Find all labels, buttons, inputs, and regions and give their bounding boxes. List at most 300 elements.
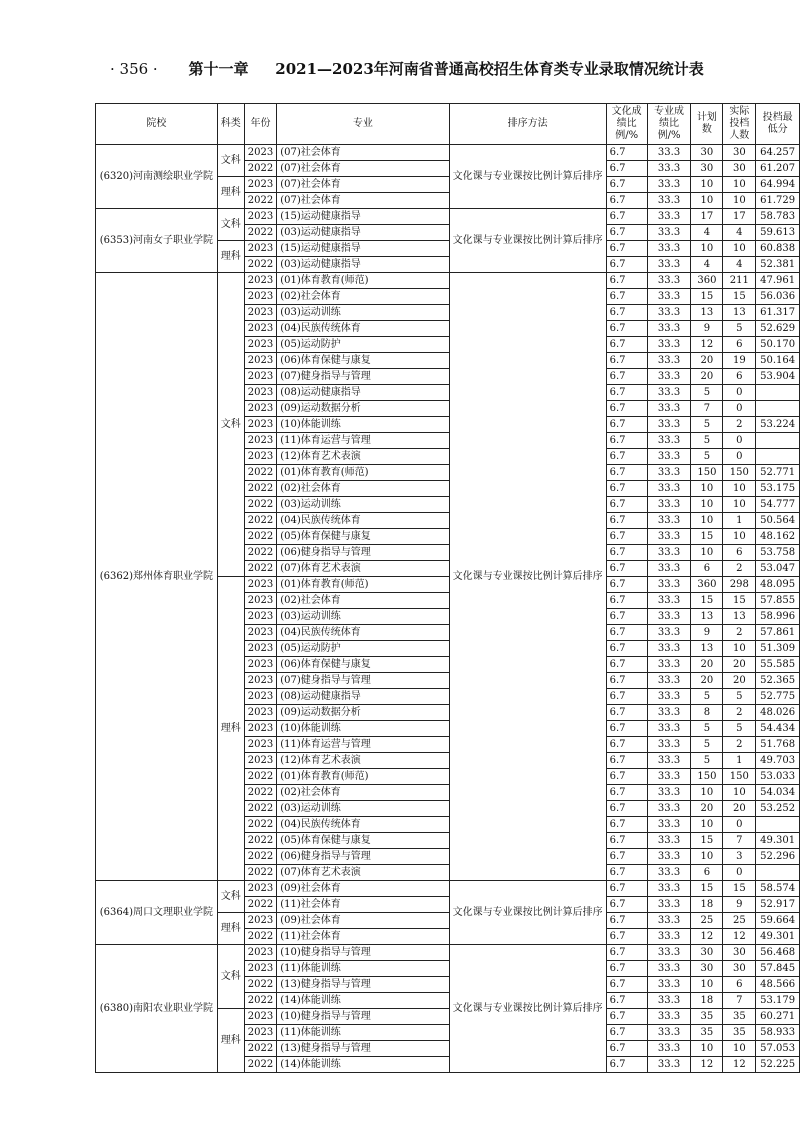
actual-count-cell: 3 (723, 849, 756, 865)
major-ratio-cell: 33.3 (647, 641, 691, 657)
actual-count-cell: 10 (723, 785, 756, 801)
year-cell: 2023 (244, 209, 276, 225)
table-row (96, 209, 800, 225)
actual-count-cell: 0 (723, 433, 756, 449)
major-ratio-cell: 33.3 (647, 241, 691, 257)
major-cell: (11)体能训练 (277, 961, 449, 977)
culture-ratio-cell: 6.7 (606, 337, 647, 353)
major-ratio-cell: 33.3 (647, 721, 691, 737)
min-score-cell: 47.961 (756, 273, 800, 289)
major-ratio-cell: 33.3 (647, 177, 691, 193)
culture-ratio-cell: 6.7 (606, 145, 647, 161)
major-ratio-cell: 33.3 (647, 609, 691, 625)
culture-ratio-cell: 6.7 (606, 609, 647, 625)
culture-ratio-cell: 6.7 (606, 641, 647, 657)
actual-count-cell: 12 (723, 929, 756, 945)
plan-count-cell: 13 (691, 641, 723, 657)
min-score-cell: 61.729 (756, 193, 800, 209)
major-cell: (06)健身指导与管理 (277, 545, 449, 561)
min-score-cell: 53.033 (756, 769, 800, 785)
table-body (96, 145, 800, 1073)
year-cell: 2023 (244, 913, 276, 929)
category-cell: 理科 (217, 1009, 244, 1073)
year-cell: 2023 (244, 241, 276, 257)
culture-ratio-cell: 6.7 (606, 177, 647, 193)
plan-count-cell: 9 (691, 321, 723, 337)
major-ratio-cell: 33.3 (647, 817, 691, 833)
culture-ratio-cell: 6.7 (606, 689, 647, 705)
major-ratio-cell: 33.3 (647, 545, 691, 561)
table-row (96, 273, 800, 289)
major-cell: (09)运动数据分析 (277, 401, 449, 417)
min-score-cell: 52.381 (756, 257, 800, 273)
year-cell: 2023 (244, 673, 276, 689)
plan-count-cell: 15 (691, 881, 723, 897)
min-score-cell: 60.838 (756, 241, 800, 257)
min-score-cell: 56.036 (756, 289, 800, 305)
min-score-cell: 52.771 (756, 465, 800, 481)
major-ratio-cell: 33.3 (647, 785, 691, 801)
major-cell: (03)运动健康指导 (277, 225, 449, 241)
actual-count-cell: 0 (723, 817, 756, 833)
plan-count-cell: 10 (691, 545, 723, 561)
institution-cell: (6364)周口文理职业学院 (96, 881, 218, 945)
major-ratio-cell: 33.3 (647, 1025, 691, 1041)
min-score-cell: 49.301 (756, 929, 800, 945)
min-score-cell: 64.994 (756, 177, 800, 193)
major-cell: (02)社会体育 (277, 593, 449, 609)
culture-ratio-cell: 6.7 (606, 353, 647, 369)
plan-count-cell: 20 (691, 369, 723, 385)
culture-ratio-cell: 6.7 (606, 769, 647, 785)
major-cell: (03)运动训练 (277, 305, 449, 321)
major-cell: (08)运动健康指导 (277, 689, 449, 705)
culture-ratio-cell: 6.7 (606, 385, 647, 401)
year-cell: 2022 (244, 193, 276, 209)
culture-ratio-cell: 6.7 (606, 1009, 647, 1025)
method-cell: 文化课与专业课按比例计算后排序 (449, 209, 606, 273)
plan-count-cell: 5 (691, 721, 723, 737)
major-cell: (07)健身指导与管理 (277, 673, 449, 689)
table-row (96, 881, 800, 897)
culture-ratio-cell: 6.7 (606, 785, 647, 801)
year-cell: 2023 (244, 945, 276, 961)
page-title: 2021—2023年河南省普通高校招生体育类专业录取情况统计表 (275, 60, 704, 78)
year-cell: 2023 (244, 417, 276, 433)
culture-ratio-cell: 6.7 (606, 705, 647, 721)
major-ratio-cell: 33.3 (647, 273, 691, 289)
major-ratio-cell: 33.3 (647, 417, 691, 433)
min-score-cell: 48.566 (756, 977, 800, 993)
year-cell: 2023 (244, 625, 276, 641)
major-ratio-cell: 33.3 (647, 801, 691, 817)
year-cell: 2022 (244, 481, 276, 497)
major-cell: (11)体育运营与管理 (277, 433, 449, 449)
actual-count-cell: 0 (723, 865, 756, 881)
actual-count-cell: 30 (723, 961, 756, 977)
year-cell: 2022 (244, 465, 276, 481)
actual-count-cell: 20 (723, 657, 756, 673)
min-score-cell: 56.468 (756, 945, 800, 961)
culture-ratio-cell: 6.7 (606, 881, 647, 897)
min-score-cell: 52.365 (756, 673, 800, 689)
actual-count-cell: 19 (723, 353, 756, 369)
min-score-cell: 54.777 (756, 497, 800, 513)
category-cell: 文科 (217, 945, 244, 1009)
plan-count-cell: 20 (691, 673, 723, 689)
major-ratio-cell: 33.3 (647, 1009, 691, 1025)
plan-count-cell: 360 (691, 273, 723, 289)
plan-count-cell: 12 (691, 1057, 723, 1073)
plan-count-cell: 6 (691, 561, 723, 577)
major-ratio-cell: 33.3 (647, 145, 691, 161)
actual-count-cell: 2 (723, 417, 756, 433)
major-cell: (14)体能训练 (277, 993, 449, 1009)
year-cell: 2023 (244, 177, 276, 193)
major-ratio-cell: 33.3 (647, 625, 691, 641)
major-cell: (04)民族传统体育 (277, 625, 449, 641)
plan-count-cell: 8 (691, 705, 723, 721)
major-ratio-cell: 33.3 (647, 193, 691, 209)
major-cell: (06)体育保健与康复 (277, 353, 449, 369)
major-cell: (10)健身指导与管理 (277, 1009, 449, 1025)
year-cell: 2022 (244, 817, 276, 833)
plan-count-cell: 10 (691, 481, 723, 497)
min-score-cell: 51.768 (756, 737, 800, 753)
min-score-cell: 57.855 (756, 593, 800, 609)
year-cell: 2022 (244, 801, 276, 817)
major-ratio-cell: 33.3 (647, 449, 691, 465)
major-ratio-cell: 33.3 (647, 577, 691, 593)
major-ratio-cell: 33.3 (647, 353, 691, 369)
min-score-cell: 48.162 (756, 529, 800, 545)
major-ratio-cell: 33.3 (647, 929, 691, 945)
major-ratio-cell: 33.3 (647, 257, 691, 273)
major-ratio-cell: 33.3 (647, 305, 691, 321)
admission-table (95, 103, 800, 1073)
major-cell: (02)社会体育 (277, 785, 449, 801)
culture-ratio-cell: 6.7 (606, 449, 647, 465)
min-score-cell (756, 401, 800, 417)
year-cell: 2023 (244, 273, 276, 289)
plan-count-cell: 5 (691, 417, 723, 433)
min-score-cell: 53.175 (756, 481, 800, 497)
year-cell: 2022 (244, 993, 276, 1009)
min-score-cell: 57.861 (756, 625, 800, 641)
plan-count-cell: 4 (691, 225, 723, 241)
major-ratio-cell: 33.3 (647, 497, 691, 513)
plan-count-cell: 18 (691, 897, 723, 913)
min-score-cell: 53.904 (756, 369, 800, 385)
year-cell: 2022 (244, 1057, 276, 1073)
actual-count-cell: 30 (723, 161, 756, 177)
major-ratio-cell: 33.3 (647, 849, 691, 865)
major-cell: (01)体育教育(师范) (277, 465, 449, 481)
major-ratio-cell: 33.3 (647, 337, 691, 353)
major-cell: (07)社会体育 (277, 145, 449, 161)
plan-count-cell: 10 (691, 177, 723, 193)
actual-count-cell: 10 (723, 1041, 756, 1057)
major-cell: (12)体育艺术表演 (277, 753, 449, 769)
min-score-cell: 50.170 (756, 337, 800, 353)
min-score-cell (756, 865, 800, 881)
culture-ratio-cell: 6.7 (606, 497, 647, 513)
major-ratio-cell: 33.3 (647, 401, 691, 417)
plan-count-cell: 10 (691, 785, 723, 801)
major-cell: (10)体能训练 (277, 721, 449, 737)
major-cell: (05)体育保健与康复 (277, 833, 449, 849)
major-ratio-cell: 33.3 (647, 705, 691, 721)
major-cell: (06)体育保健与康复 (277, 657, 449, 673)
year-cell: 2023 (244, 737, 276, 753)
culture-ratio-cell: 6.7 (606, 673, 647, 689)
culture-ratio-cell: 6.7 (606, 993, 647, 1009)
actual-count-cell: 6 (723, 369, 756, 385)
plan-count-cell: 10 (691, 497, 723, 513)
major-cell: (04)民族传统体育 (277, 321, 449, 337)
year-cell: 2022 (244, 257, 276, 273)
major-cell: (03)运动训练 (277, 801, 449, 817)
actual-count-cell: 13 (723, 609, 756, 625)
min-score-cell: 48.095 (756, 577, 800, 593)
plan-count-cell: 35 (691, 1009, 723, 1025)
year-cell: 2022 (244, 545, 276, 561)
min-score-cell: 54.434 (756, 721, 800, 737)
actual-count-cell: 0 (723, 449, 756, 465)
culture-ratio-cell: 6.7 (606, 481, 647, 497)
min-score-cell: 51.309 (756, 641, 800, 657)
major-ratio-cell: 33.3 (647, 465, 691, 481)
plan-count-cell: 30 (691, 161, 723, 177)
actual-count-cell: 10 (723, 529, 756, 545)
category-cell: 文科 (217, 209, 244, 241)
major-ratio-cell: 33.3 (647, 897, 691, 913)
major-cell: (07)体育艺术表演 (277, 561, 449, 577)
year-cell: 2023 (244, 385, 276, 401)
category-cell: 理科 (217, 577, 244, 881)
major-cell: (15)运动健康指导 (277, 209, 449, 225)
actual-count-cell: 4 (723, 257, 756, 273)
plan-count-cell: 15 (691, 833, 723, 849)
min-score-cell: 53.252 (756, 801, 800, 817)
min-score-cell: 59.613 (756, 225, 800, 241)
culture-ratio-cell: 6.7 (606, 737, 647, 753)
min-score-cell (756, 433, 800, 449)
method-cell: 文化课与专业课按比例计算后排序 (449, 273, 606, 881)
min-score-cell: 52.225 (756, 1057, 800, 1073)
plan-count-cell: 20 (691, 657, 723, 673)
actual-count-cell: 17 (723, 209, 756, 225)
plan-count-cell: 30 (691, 145, 723, 161)
culture-ratio-cell: 6.7 (606, 753, 647, 769)
culture-ratio-cell: 6.7 (606, 657, 647, 673)
major-ratio-cell: 33.3 (647, 481, 691, 497)
year-cell: 2023 (244, 641, 276, 657)
major-ratio-cell: 33.3 (647, 657, 691, 673)
year-cell: 2023 (244, 449, 276, 465)
min-score-cell: 49.301 (756, 833, 800, 849)
col-header: 计划数 (691, 104, 723, 145)
major-ratio-cell: 33.3 (647, 289, 691, 305)
actual-count-cell: 6 (723, 337, 756, 353)
major-cell: (03)运动健康指导 (277, 257, 449, 273)
plan-count-cell: 6 (691, 865, 723, 881)
year-cell: 2022 (244, 849, 276, 865)
major-cell: (13)健身指导与管理 (277, 977, 449, 993)
col-header: 投档最低分 (756, 104, 800, 145)
year-cell: 2023 (244, 609, 276, 625)
year-cell: 2023 (244, 1025, 276, 1041)
culture-ratio-cell: 6.7 (606, 561, 647, 577)
plan-count-cell: 5 (691, 433, 723, 449)
year-cell: 2022 (244, 497, 276, 513)
actual-count-cell: 211 (723, 273, 756, 289)
year-cell: 2023 (244, 369, 276, 385)
major-ratio-cell: 33.3 (647, 513, 691, 529)
actual-count-cell: 0 (723, 401, 756, 417)
year-cell: 2023 (244, 433, 276, 449)
col-header: 实际投档人数 (723, 104, 756, 145)
major-ratio-cell: 33.3 (647, 913, 691, 929)
year-cell: 2023 (244, 401, 276, 417)
col-header: 排序方法 (449, 104, 606, 145)
year-cell: 2022 (244, 897, 276, 913)
plan-count-cell: 7 (691, 401, 723, 417)
culture-ratio-cell: 6.7 (606, 977, 647, 993)
major-ratio-cell: 33.3 (647, 833, 691, 849)
page-number: · 356 · (110, 60, 158, 78)
actual-count-cell: 7 (723, 833, 756, 849)
culture-ratio-cell: 6.7 (606, 817, 647, 833)
min-score-cell: 59.664 (756, 913, 800, 929)
major-cell: (04)民族传统体育 (277, 817, 449, 833)
method-cell: 文化课与专业课按比例计算后排序 (449, 881, 606, 945)
year-cell: 2022 (244, 513, 276, 529)
plan-count-cell: 20 (691, 353, 723, 369)
major-ratio-cell: 33.3 (647, 977, 691, 993)
year-cell: 2023 (244, 1009, 276, 1025)
major-ratio-cell: 33.3 (647, 529, 691, 545)
plan-count-cell: 10 (691, 1041, 723, 1057)
method-cell: 文化课与专业课按比例计算后排序 (449, 145, 606, 209)
year-cell: 2022 (244, 225, 276, 241)
culture-ratio-cell: 6.7 (606, 625, 647, 641)
col-header: 文化成绩比例/% (606, 104, 647, 145)
actual-count-cell: 9 (723, 897, 756, 913)
culture-ratio-cell: 6.7 (606, 289, 647, 305)
major-cell: (11)体育运营与管理 (277, 737, 449, 753)
actual-count-cell: 5 (723, 721, 756, 737)
year-cell: 2023 (244, 145, 276, 161)
plan-count-cell: 12 (691, 337, 723, 353)
plan-count-cell: 30 (691, 945, 723, 961)
min-score-cell: 52.296 (756, 849, 800, 865)
culture-ratio-cell: 6.7 (606, 465, 647, 481)
plan-count-cell: 10 (691, 193, 723, 209)
major-cell: (05)体育保健与康复 (277, 529, 449, 545)
major-cell: (01)体育教育(师范) (277, 577, 449, 593)
institution-cell: (6353)河南女子职业学院 (96, 209, 218, 273)
category-cell: 文科 (217, 881, 244, 913)
culture-ratio-cell: 6.7 (606, 321, 647, 337)
col-header: 年份 (244, 104, 276, 145)
major-cell: (11)社会体育 (277, 897, 449, 913)
min-score-cell: 55.585 (756, 657, 800, 673)
year-cell: 2023 (244, 881, 276, 897)
major-cell: (11)体能训练 (277, 1025, 449, 1041)
culture-ratio-cell: 6.7 (606, 1025, 647, 1041)
plan-count-cell: 10 (691, 817, 723, 833)
table-header-row (96, 104, 800, 145)
year-cell: 2022 (244, 977, 276, 993)
plan-count-cell: 13 (691, 305, 723, 321)
min-score-cell: 61.317 (756, 305, 800, 321)
culture-ratio-cell: 6.7 (606, 273, 647, 289)
major-ratio-cell: 33.3 (647, 881, 691, 897)
col-header: 专业 (277, 104, 449, 145)
year-cell: 2023 (244, 577, 276, 593)
major-ratio-cell: 33.3 (647, 209, 691, 225)
major-ratio-cell: 33.3 (647, 865, 691, 881)
year-cell: 2022 (244, 769, 276, 785)
actual-count-cell: 12 (723, 1057, 756, 1073)
plan-count-cell: 5 (691, 385, 723, 401)
culture-ratio-cell: 6.7 (606, 1057, 647, 1073)
min-score-cell: 52.775 (756, 689, 800, 705)
actual-count-cell: 4 (723, 225, 756, 241)
min-score-cell: 50.564 (756, 513, 800, 529)
culture-ratio-cell: 6.7 (606, 241, 647, 257)
method-cell: 文化课与专业课按比例计算后排序 (449, 945, 606, 1073)
major-cell: (03)运动训练 (277, 609, 449, 625)
major-cell: (12)体育艺术表演 (277, 449, 449, 465)
year-cell: 2022 (244, 785, 276, 801)
year-cell: 2023 (244, 705, 276, 721)
plan-count-cell: 25 (691, 913, 723, 929)
year-cell: 2022 (244, 161, 276, 177)
culture-ratio-cell: 6.7 (606, 369, 647, 385)
actual-count-cell: 6 (723, 977, 756, 993)
culture-ratio-cell: 6.7 (606, 529, 647, 545)
category-cell: 理科 (217, 177, 244, 209)
actual-count-cell: 35 (723, 1009, 756, 1025)
actual-count-cell: 2 (723, 625, 756, 641)
year-cell: 2023 (244, 753, 276, 769)
actual-count-cell: 10 (723, 177, 756, 193)
major-ratio-cell: 33.3 (647, 321, 691, 337)
culture-ratio-cell: 6.7 (606, 401, 647, 417)
major-cell: (07)社会体育 (277, 193, 449, 209)
major-cell: (05)运动防护 (277, 337, 449, 353)
actual-count-cell: 10 (723, 481, 756, 497)
plan-count-cell: 17 (691, 209, 723, 225)
min-score-cell: 53.179 (756, 993, 800, 1009)
year-cell: 2022 (244, 1041, 276, 1057)
plan-count-cell: 10 (691, 513, 723, 529)
min-score-cell: 50.164 (756, 353, 800, 369)
actual-count-cell: 2 (723, 737, 756, 753)
major-ratio-cell: 33.3 (647, 1057, 691, 1073)
actual-count-cell: 6 (723, 545, 756, 561)
plan-count-cell: 360 (691, 577, 723, 593)
actual-count-cell: 10 (723, 497, 756, 513)
major-cell: (13)健身指导与管理 (277, 1041, 449, 1057)
plan-count-cell: 12 (691, 929, 723, 945)
major-cell: (04)民族传统体育 (277, 513, 449, 529)
plan-count-cell: 5 (691, 737, 723, 753)
actual-count-cell: 20 (723, 673, 756, 689)
plan-count-cell: 10 (691, 241, 723, 257)
